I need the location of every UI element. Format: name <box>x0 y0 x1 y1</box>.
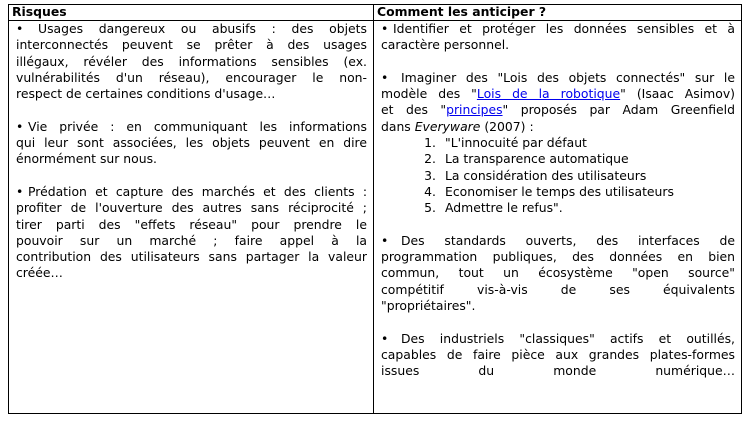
risk-line: respect de certaines conditions d'usage… <box>16 86 276 102</box>
risk-line: Usages dangereux ou abusifs : des objets <box>38 21 367 36</box>
bullet-icon: • <box>16 118 24 134</box>
answer-item-industriels <box>381 331 735 380</box>
risk-line: profiter de l'ouverture des autres sans réciprocité ; <box>16 200 367 216</box>
bullet-icon: • <box>381 232 389 248</box>
risk-line: interconnectés peuvent se prêter à des usages <box>16 37 367 53</box>
answer-line: issues du monde numérique… <box>381 363 735 379</box>
risk-line: contribution des utilisateurs sans partager la valeur <box>16 249 367 265</box>
risk-line: qui leur sont associées, les objets peuvent en dire <box>16 135 367 151</box>
risk-line: vulnérabilités d'un réseau), encourager le non- <box>16 69 367 85</box>
right-cell <box>374 21 742 414</box>
principes-link[interactable]: principes <box>446 102 503 118</box>
anticipation-list <box>374 21 741 380</box>
answer-item-lois: • Imaginer des "Lois des objets connectés" sur le modèle des "Lois de la robotique" (Isaac Asimov) et des "principes" proposés par Adam Greenfield dans Everyware (2007) : 1. "L'innocuité par défaut 2. La transparence automatique 3. La considération des utilisateurs 4. Economiser le temps des utilisateurs 5. Admettre le refus". <box>381 69 735 216</box>
list-item: 1. "L'innocuité par défaut <box>424 135 587 151</box>
risk-item-predation <box>16 184 367 282</box>
risk-item-usages <box>16 21 367 102</box>
list-item: 4. Economiser le temps des utilisateurs <box>424 183 674 199</box>
list-item: 5. Admettre le refus". <box>424 200 563 216</box>
answer-line: capables de faire pièce aux grandes plates-formes <box>381 346 735 362</box>
risk-line: Vie privée : en communiquant les informations <box>28 118 367 134</box>
bullet-icon: • <box>381 330 389 346</box>
risk-table <box>8 4 742 414</box>
table-header-row <box>9 5 742 21</box>
risk-line: illégaux, révéler des informations sensibles (ex. <box>16 53 367 69</box>
risk-line: Prédation et capture des marchés et des clients : <box>28 183 367 199</box>
risk-line: pouvoir sur un marché ; faire appel à la <box>16 232 367 248</box>
bullet-icon: • <box>16 183 24 199</box>
answer-line: Des standards ouverts, des interfaces de <box>401 232 735 248</box>
answer-line: compétitif vis-à-vis de ses équivalents <box>381 281 735 297</box>
header-anticiper: Comment les anticiper ? <box>374 5 742 21</box>
bullet-icon: • <box>381 69 389 85</box>
risk-line: créée… <box>16 265 63 281</box>
list-item: 3. La considération des utilisateurs <box>424 167 647 183</box>
answer-line: Des industriels "classiques" actifs et outillés, <box>401 330 735 346</box>
left-cell <box>9 21 374 414</box>
risk-item-vie-privee <box>16 119 367 168</box>
bullet-icon: • <box>16 21 24 36</box>
answer-line: caractère personnel. <box>381 37 510 53</box>
answer-line: "propriétaires". <box>381 298 476 314</box>
laws-list <box>381 135 735 216</box>
answer-line: Identifier et protéger les données sensibles et à <box>393 21 735 36</box>
risk-line: énormément sur nous. <box>16 151 157 167</box>
risks-list <box>9 21 373 282</box>
header-risques: Risques <box>9 5 374 21</box>
table-body-row <box>9 21 742 414</box>
list-item: 2. La transparence automatique <box>424 151 629 167</box>
bullet-icon: • <box>381 21 389 36</box>
answer-item-identifier <box>381 21 735 54</box>
answer-line: commun, tout un écosystème "open source" <box>381 265 735 281</box>
answer-line: Imaginer des "Lois des objets connectés" sur le <box>401 69 735 85</box>
answer-line: programmation publiques, des données en bien <box>381 249 735 265</box>
answer-item-standards <box>381 233 735 314</box>
lois-robotique-link[interactable]: Lois de la robotique <box>476 86 621 102</box>
risk-line: tirer parti des "effets réseau" pour prendre le <box>16 216 367 232</box>
book-title: Everyware <box>414 118 481 134</box>
